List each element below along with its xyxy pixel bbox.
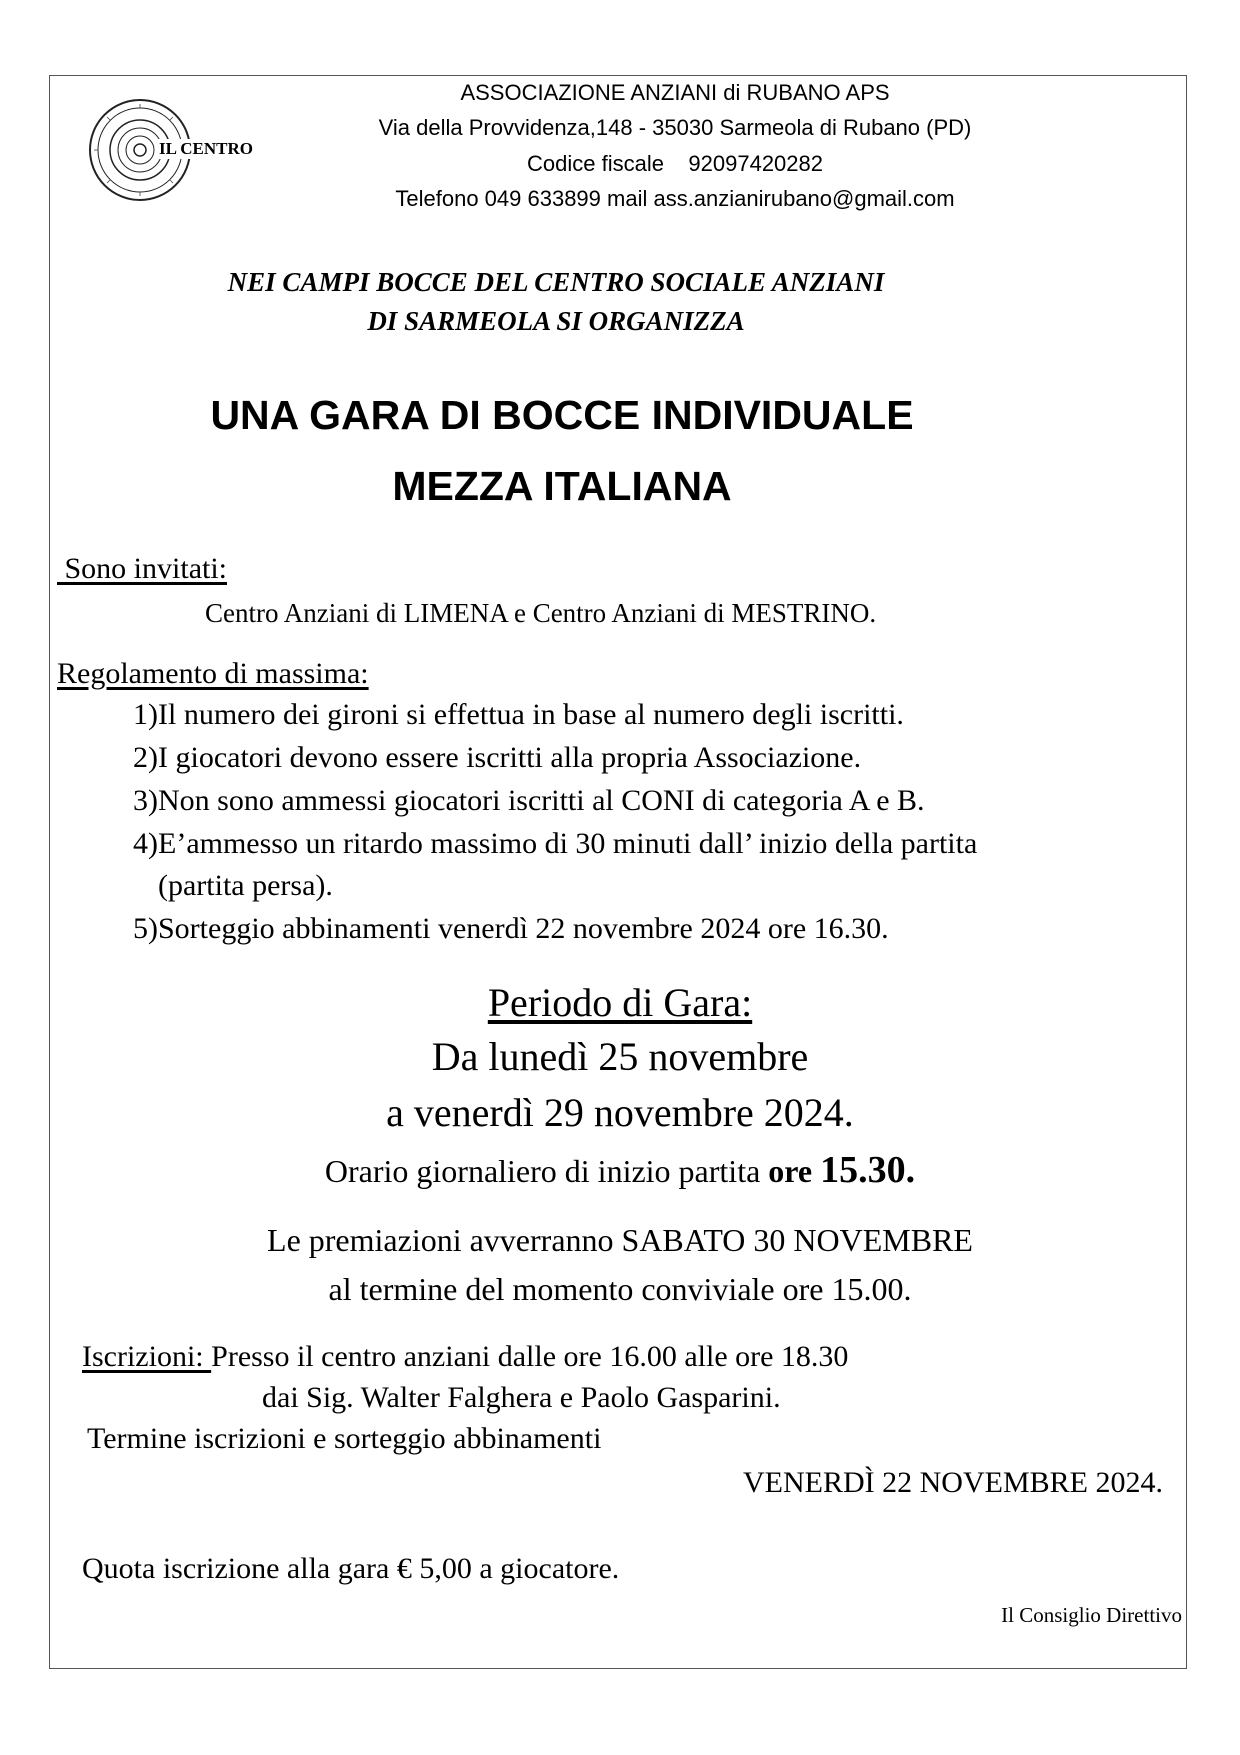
deadline-label: Termine iscrizioni e sorteggio abbinamenti <box>87 1422 602 1455</box>
fiscal-code: Codice fiscale 92097420282 <box>527 151 823 176</box>
rule-item: 2)I giocatori devono essere iscritti alla propria Associazione. <box>133 741 862 774</box>
registration-line-1: Iscrizioni: Presso il centro anziani dalle ore 16.00 alle ore 18.30 <box>82 1340 849 1373</box>
rules-heading: Regolamento di massima: <box>57 657 369 690</box>
title-line-2: MEZZA ITALIANA <box>392 463 732 509</box>
period-line-1: Da lunedì 25 novembre <box>431 1034 809 1079</box>
registration-line-2: dai Sig. Walter Falghera e Paolo Gasparini. <box>262 1381 781 1414</box>
invited-heading: Sono invitati: <box>57 552 228 585</box>
fee-text: Quota iscrizione alla gara € 5,00 a giocatore. <box>82 1552 620 1585</box>
intro-line-2: DI SARMEOLA SI ORGANIZZA <box>367 306 745 336</box>
rule-item: 5)Sorteggio abbinamenti venerdì 22 novembre 2024 ore 16.30. <box>133 912 889 945</box>
logo-text: IL CENTRO <box>159 139 253 158</box>
rule-item: 4)E’ammesso un ritardo massimo di 30 minuti dall’ inizio della partita <box>133 827 978 860</box>
org-address: Via della Provvidenza,148 - 35030 Sarmeola di Rubano (PD) <box>378 115 972 140</box>
awards-line-2: al termine del momento conviviale ore 15.00. <box>328 1271 912 1307</box>
period-heading: Periodo di Gara: <box>487 980 753 1025</box>
signature: Il Consiglio Direttivo <box>1001 1603 1182 1627</box>
rule-item: 1)Il numero dei gironi si effettua in base al numero degli iscritti. <box>133 698 904 731</box>
il-centro-seal-logo <box>85 95 265 205</box>
title-line-1: UNA GARA DI BOCCE INDIVIDUALE <box>210 392 914 438</box>
invited-text: Centro Anziani di LIMENA e Centro Anziani di MESTRINO. <box>205 598 877 628</box>
org-name: ASSOCIAZIONE ANZIANI di RUBANO APS <box>460 80 890 105</box>
awards-line-1: Le premiazioni avverranno SABATO 30 NOVEMBRE <box>267 1222 973 1258</box>
deadline-date: VENERDÌ 22 NOVEMBRE 2024. <box>743 1466 1163 1499</box>
period-line-2: a venerdì 29 novembre 2024. <box>386 1090 854 1135</box>
rule-item: 3)Non sono ammessi giocatori iscritti al CONI di categoria A e B. <box>133 784 925 817</box>
rule-item: (partita persa). <box>158 869 333 902</box>
contacts: Telefono 049 633899 mail ass.anzianirubano@gmail.com <box>395 186 955 211</box>
daily-time: Orario giornaliero di inizio partita ore 15.30. <box>324 1149 916 1191</box>
intro-line-1: NEI CAMPI BOCCE DEL CENTRO SOCIALE ANZIANI <box>227 267 885 297</box>
